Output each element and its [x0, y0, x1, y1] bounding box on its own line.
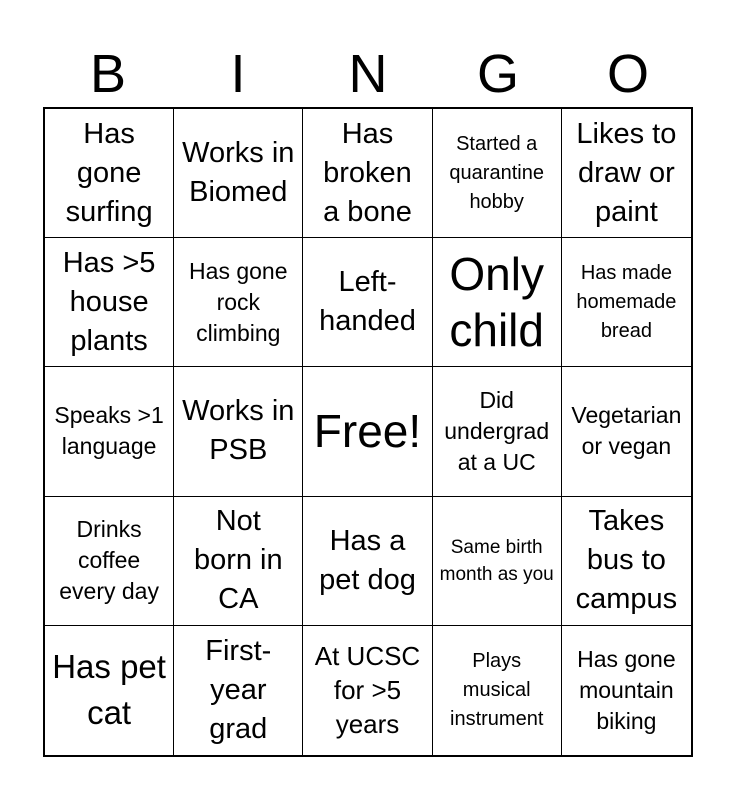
bingo-cell[interactable]	[303, 109, 432, 238]
bingo-board	[43, 107, 693, 757]
bingo-cell[interactable]	[303, 497, 432, 626]
header-letter-o: O	[606, 44, 649, 104]
cell-label: First-year grad	[205, 634, 272, 745]
bingo-cell[interactable]	[562, 109, 691, 238]
cell-label: Only child	[449, 248, 544, 357]
cell-label: Has gone mountain biking	[577, 645, 676, 734]
bingo-cell[interactable]	[562, 238, 691, 367]
bingo-cell[interactable]	[433, 238, 562, 367]
bingo-cell[interactable]	[303, 238, 432, 367]
bingo-cell[interactable]	[303, 626, 432, 755]
bingo-cell[interactable]	[562, 367, 691, 496]
cell-label: Same birth month as you	[439, 536, 554, 585]
bingo-cell[interactable]	[45, 626, 174, 755]
cell-label: Did undergrad at a UC	[444, 386, 550, 475]
cell-label: Left-handed	[319, 266, 416, 338]
cell-label: Has gone rock climbing	[189, 257, 288, 346]
bingo-header	[43, 40, 693, 108]
header-letter-g: G	[476, 44, 519, 104]
cell-label: Free!	[313, 405, 422, 458]
header-letter-n: N	[348, 44, 388, 104]
bingo-cell[interactable]	[45, 109, 174, 238]
cell-label: Has >5 house plants	[62, 246, 156, 357]
header-letter-i: I	[230, 44, 246, 104]
cell-label: Vegetarian or vegan	[571, 402, 682, 460]
bingo-cell[interactable]	[433, 626, 562, 755]
bingo-cell[interactable]	[174, 109, 303, 238]
cell-label: Takes bus to campus	[575, 505, 678, 616]
cell-label: Likes to draw or paint	[576, 117, 677, 228]
header-letter-b: B	[89, 44, 127, 104]
cell-label: Started a quarantine hobby	[449, 132, 544, 213]
cell-label: Has pet cat	[52, 648, 166, 732]
bingo-cell[interactable]	[174, 238, 303, 367]
cell-label: Drinks coffee every day	[59, 516, 159, 605]
bingo-cell[interactable]	[45, 497, 174, 626]
bingo-cell[interactable]	[174, 626, 303, 755]
bingo-cell[interactable]	[433, 367, 562, 496]
cell-label: Works in PSB	[182, 395, 295, 467]
bingo-cell[interactable]	[433, 497, 562, 626]
bingo-cell[interactable]	[174, 497, 303, 626]
free-space[interactable]	[303, 367, 432, 496]
cell-label: Has broken a bone	[323, 117, 412, 228]
bingo-cell[interactable]	[45, 367, 174, 496]
cell-label: Not born in CA	[193, 505, 283, 616]
cell-label: Plays musical instrument	[450, 649, 544, 730]
bingo-cell[interactable]	[433, 109, 562, 238]
bingo-cell[interactable]	[562, 497, 691, 626]
cell-label: Works in Biomed	[182, 137, 295, 209]
cell-label: Speaks >1 language	[54, 402, 164, 460]
bingo-cell[interactable]	[562, 626, 691, 755]
bingo-cell[interactable]	[174, 367, 303, 496]
cell-label: Has a pet dog	[319, 524, 416, 596]
cell-label: Has made homemade bread	[576, 261, 677, 342]
cell-label: At UCSC for >5 years	[314, 641, 421, 740]
cell-label: Has gone surfing	[65, 117, 153, 228]
bingo-cell[interactable]	[45, 238, 174, 367]
